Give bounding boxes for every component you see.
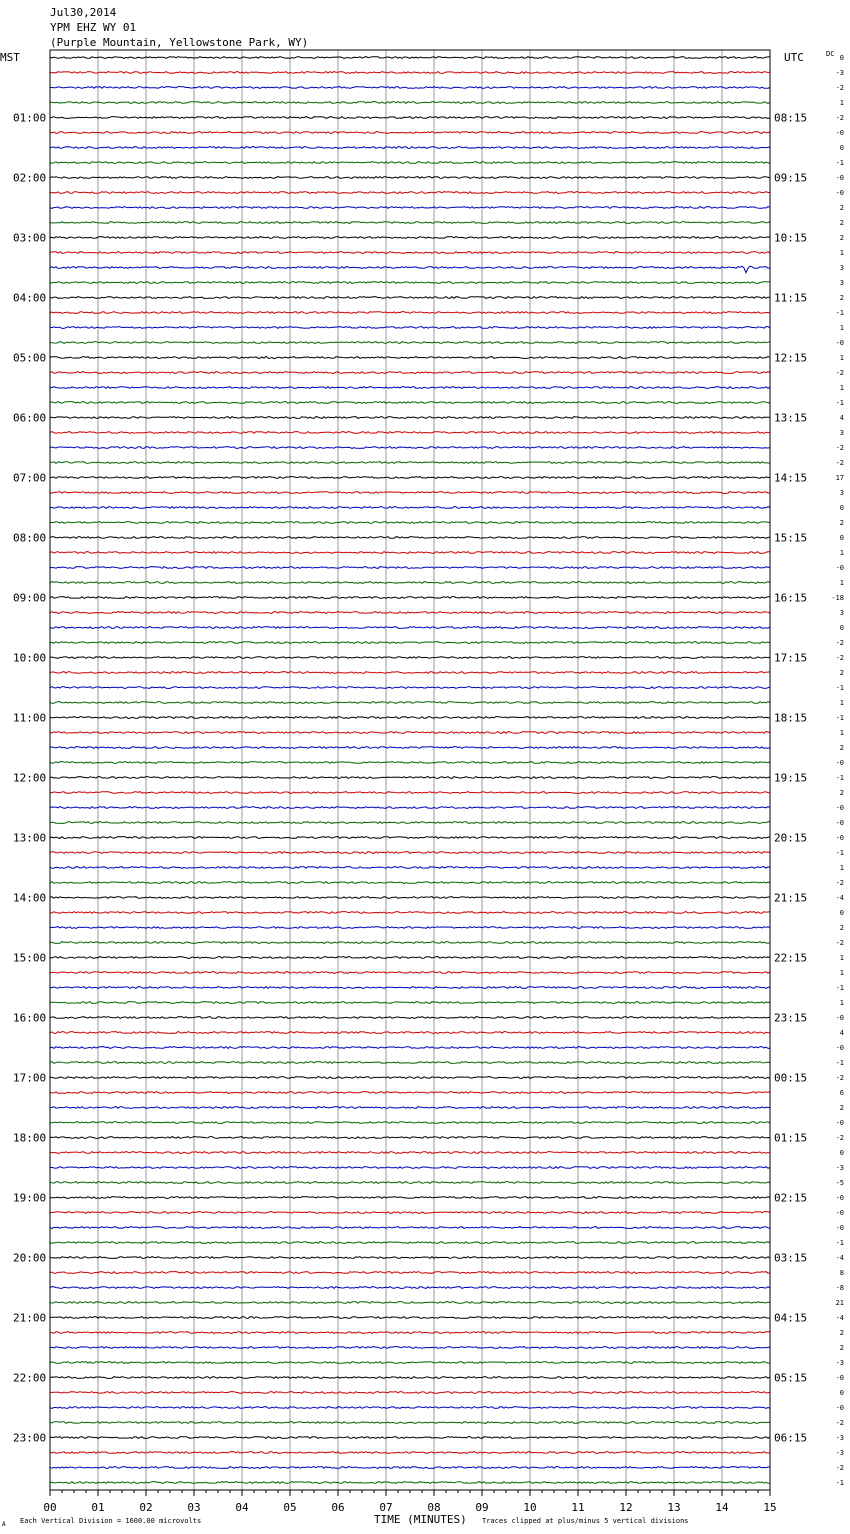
utc-hour-label: 20:15 xyxy=(774,831,808,845)
dc-offset-value: 2 xyxy=(839,1344,844,1352)
trace-line xyxy=(50,1227,770,1229)
dc-offset-value: -0 xyxy=(835,129,844,137)
utc-hour-label: 10:15 xyxy=(774,231,808,245)
dc-offset-value: 8 xyxy=(839,1269,844,1277)
utc-hour-label: 13:15 xyxy=(774,411,808,425)
x-tick-label: 05 xyxy=(283,1501,297,1514)
dc-offset-value: -18 xyxy=(831,594,844,602)
dc-offset-value: -0 xyxy=(835,189,844,197)
dc-offset-column xyxy=(831,54,844,1487)
trace-line xyxy=(50,87,770,89)
dc-offset-value: 1 xyxy=(839,864,844,872)
trace-line xyxy=(50,57,770,59)
dc-offset-value: -0 xyxy=(835,174,844,182)
trace-line xyxy=(50,837,770,839)
mst-hour-label: 22:00 xyxy=(13,1371,47,1385)
dc-offset-value: 1 xyxy=(839,384,844,392)
trace-line xyxy=(50,102,770,104)
dc-offset-value: -2 xyxy=(835,879,844,887)
utc-hour-label: 00:15 xyxy=(774,1071,808,1085)
utc-hour-label: 16:15 xyxy=(774,591,808,605)
x-tick-label: 07 xyxy=(379,1501,393,1514)
dc-offset-value: 1 xyxy=(839,699,844,707)
dc-offset-value: -2 xyxy=(835,654,844,662)
trace-line xyxy=(50,522,770,524)
trace-line xyxy=(50,1017,770,1019)
mst-hour-label: 05:00 xyxy=(13,351,47,365)
mst-hour-label: 06:00 xyxy=(13,411,47,425)
trace-line xyxy=(50,192,770,194)
x-tick-label: 08 xyxy=(427,1501,441,1514)
dc-offset-value: -0 xyxy=(835,834,844,842)
dc-offset-value: 1 xyxy=(839,354,844,362)
trace-line xyxy=(50,1332,770,1334)
dc-offset-value: -2 xyxy=(835,1419,844,1427)
dc-offset-value: -0 xyxy=(835,1374,844,1382)
trace-line xyxy=(50,1362,770,1364)
trace-line xyxy=(50,1107,770,1109)
dc-offset-value: -0 xyxy=(835,564,844,572)
utc-hour-label: 08:15 xyxy=(774,111,808,125)
dc-offset-value: 2 xyxy=(839,669,844,677)
trace-line xyxy=(50,1302,770,1304)
dc-offset-value: 1 xyxy=(839,969,844,977)
dc-offset-value: -0 xyxy=(835,1044,844,1052)
trace-line xyxy=(50,612,770,614)
dc-offset-value: 2 xyxy=(839,519,844,527)
trace-line xyxy=(50,717,770,719)
x-tick-label: 14 xyxy=(715,1501,729,1514)
dc-offset-value: -2 xyxy=(835,114,844,122)
dc-offset-value: 2 xyxy=(839,1329,844,1337)
trace-line xyxy=(50,927,770,929)
trace-line xyxy=(50,957,770,959)
x-tick-label: 15 xyxy=(763,1501,777,1514)
trace-line xyxy=(50,807,770,809)
x-tick-label: 11 xyxy=(571,1501,585,1514)
dc-offset-value: 2 xyxy=(839,234,844,242)
dc-offset-value: -0 xyxy=(835,1404,844,1412)
footer-scale-note: Each Vertical Division = 1600.00 microvolts xyxy=(20,1517,202,1525)
dc-offset-value: -1 xyxy=(835,714,844,722)
dc-offset-value: -5 xyxy=(835,1179,844,1187)
mst-hour-label: 18:00 xyxy=(13,1131,47,1145)
mst-hour-label: 16:00 xyxy=(13,1011,47,1025)
dc-offset-value: 4 xyxy=(839,414,844,422)
mst-hour-label: 19:00 xyxy=(13,1191,47,1205)
dc-offset-value: 3 xyxy=(839,609,844,617)
trace-line xyxy=(50,1092,770,1094)
trace-line xyxy=(50,702,770,704)
dc-offset-value: 1 xyxy=(839,954,844,962)
utc-hour-labels xyxy=(774,112,807,1445)
x-tick-label: 02 xyxy=(139,1501,153,1514)
x-axis xyxy=(43,1490,776,1514)
dc-offset-value: 1 xyxy=(839,999,844,1007)
utc-hour-label: 19:15 xyxy=(774,771,808,785)
trace-line xyxy=(50,1047,770,1049)
mst-hour-label: 17:00 xyxy=(13,1071,47,1085)
dc-offset-value: -0 xyxy=(835,1194,844,1202)
trace-rows xyxy=(50,57,770,1484)
dc-label: DC xyxy=(826,50,835,58)
trace-line xyxy=(50,1482,770,1484)
utc-hour-label: 18:15 xyxy=(774,711,808,725)
trace-line xyxy=(50,1317,770,1319)
trace-line xyxy=(50,432,770,434)
x-axis-title: TIME (MINUTES) xyxy=(374,1513,467,1526)
dc-offset-value: -4 xyxy=(835,1314,844,1322)
utc-hour-label: 03:15 xyxy=(774,1251,808,1265)
trace-line xyxy=(50,417,770,419)
utc-hour-label: 09:15 xyxy=(774,171,808,185)
mst-hour-label: 09:00 xyxy=(13,591,47,605)
dc-offset-value: 4 xyxy=(839,1029,844,1037)
trace-line xyxy=(50,492,770,494)
trace-line xyxy=(50,777,770,779)
trace-line xyxy=(50,1182,770,1184)
mst-hour-label: 03:00 xyxy=(13,231,47,245)
trace-line xyxy=(50,1062,770,1064)
trace-line xyxy=(50,1287,770,1289)
dc-offset-value: -0 xyxy=(835,1119,844,1127)
mst-hour-label: 02:00 xyxy=(13,171,47,185)
dc-offset-value: 2 xyxy=(839,924,844,932)
dc-offset-value: -2 xyxy=(835,84,844,92)
mst-hour-label: 15:00 xyxy=(13,951,47,965)
footer-clip-note: Traces clipped at plus/minus 5 vertical divisions xyxy=(482,1517,689,1525)
trace-line xyxy=(50,552,770,554)
location-label: (Purple Mountain, Yellowstone Park, WY) xyxy=(50,36,309,49)
x-tick-label: 10 xyxy=(523,1501,537,1514)
trace-line xyxy=(50,312,770,314)
trace-line xyxy=(50,297,770,299)
dc-offset-value: 0 xyxy=(839,54,844,62)
trace-line xyxy=(50,132,770,134)
dc-offset-value: -1 xyxy=(835,1239,844,1247)
trace-line xyxy=(50,1407,770,1409)
dc-offset-value: 0 xyxy=(839,1389,844,1397)
dc-offset-value: 1 xyxy=(839,99,844,107)
trace-line xyxy=(50,597,770,599)
dc-offset-value: 0 xyxy=(839,534,844,542)
mst-hour-label: 07:00 xyxy=(13,471,47,485)
trace-line xyxy=(50,537,770,539)
dc-offset-value: 1 xyxy=(839,549,844,557)
dc-offset-value: 3 xyxy=(839,264,844,272)
plot-frame xyxy=(50,50,770,1490)
dc-offset-value: -0 xyxy=(835,759,844,767)
dc-offset-value: -2 xyxy=(835,939,844,947)
trace-line xyxy=(50,642,770,644)
dc-offset-value: -2 xyxy=(835,1074,844,1082)
trace-line xyxy=(50,1467,770,1469)
time-grid xyxy=(98,50,722,1490)
utc-hour-label: 06:15 xyxy=(774,1431,808,1445)
dc-offset-value: 2 xyxy=(839,744,844,752)
mst-hour-label: 08:00 xyxy=(13,531,47,545)
trace-line xyxy=(50,147,770,149)
x-tick-label: 06 xyxy=(331,1501,345,1514)
dc-offset-value: -3 xyxy=(835,69,844,77)
trace-line xyxy=(50,852,770,854)
utc-hour-label: 12:15 xyxy=(774,351,808,365)
trace-line xyxy=(50,162,770,164)
dc-offset-value: -0 xyxy=(835,1224,844,1232)
dc-offset-value: 2 xyxy=(839,1104,844,1112)
trace-line xyxy=(50,402,770,404)
trace-line xyxy=(50,882,770,884)
dc-offset-value: 1 xyxy=(839,249,844,257)
mst-hour-label: 01:00 xyxy=(13,111,47,125)
dc-offset-value: -2 xyxy=(835,1464,844,1472)
dc-offset-value: 0 xyxy=(839,909,844,917)
dc-offset-value: -1 xyxy=(835,984,844,992)
dc-offset-value: -2 xyxy=(835,444,844,452)
mst-hour-label: 23:00 xyxy=(13,1431,47,1445)
dc-offset-value: 1 xyxy=(839,729,844,737)
trace-line xyxy=(50,912,770,914)
dc-offset-value: 21 xyxy=(835,1299,844,1307)
trace-line xyxy=(50,72,770,74)
trace-line xyxy=(50,1392,770,1394)
trace-line xyxy=(50,732,770,734)
trace-line xyxy=(50,237,770,239)
dc-offset-value: -1 xyxy=(835,309,844,317)
x-tick-label: 04 xyxy=(235,1501,249,1514)
dc-offset-value: 1 xyxy=(839,324,844,332)
dc-offset-value: 0 xyxy=(839,144,844,152)
dc-offset-value: -1 xyxy=(835,774,844,782)
dc-offset-value: -2 xyxy=(835,1134,844,1142)
dc-offset-value: -3 xyxy=(835,1164,844,1172)
dc-offset-value: 3 xyxy=(839,429,844,437)
trace-line xyxy=(50,1137,770,1139)
trace-line xyxy=(50,462,770,464)
trace-line xyxy=(50,356,770,359)
trace-line xyxy=(50,672,770,674)
utc-hour-label: 04:15 xyxy=(774,1311,808,1325)
dc-offset-value: -1 xyxy=(835,684,844,692)
dc-offset-value: 3 xyxy=(839,279,844,287)
mst-hour-label: 12:00 xyxy=(13,771,47,785)
dc-offset-value: -2 xyxy=(835,639,844,647)
dc-offset-value: -0 xyxy=(835,1014,844,1022)
trace-line xyxy=(50,507,770,509)
mst-hour-label: 21:00 xyxy=(13,1311,47,1325)
utc-hour-label: 14:15 xyxy=(774,471,808,485)
dc-offset-value: 0 xyxy=(839,624,844,632)
trace-line xyxy=(50,222,770,224)
dc-offset-value: -4 xyxy=(835,894,844,902)
x-tick-label: 09 xyxy=(475,1501,489,1514)
trace-line xyxy=(50,1122,770,1124)
trace-line xyxy=(50,447,770,449)
trace-line xyxy=(50,987,770,989)
trace-line xyxy=(50,942,770,944)
utc-hour-label: 15:15 xyxy=(774,531,808,545)
trace-line xyxy=(50,282,770,284)
dc-offset-value: -3 xyxy=(835,1449,844,1457)
trace-line xyxy=(50,1377,770,1379)
mst-hour-labels xyxy=(13,112,46,1445)
trace-line xyxy=(50,747,770,749)
trace-line xyxy=(50,387,770,389)
dc-offset-value: 0 xyxy=(839,1149,844,1157)
mst-hour-label: 13:00 xyxy=(13,831,47,845)
dc-offset-value: 2 xyxy=(839,294,844,302)
dc-offset-value: -3 xyxy=(835,1434,844,1442)
trace-line xyxy=(50,762,770,764)
x-tick-label: 13 xyxy=(667,1501,681,1514)
dc-offset-value: 17 xyxy=(835,474,844,482)
date-label: Jul30,2014 xyxy=(50,6,117,19)
corner-mark: A xyxy=(2,1521,6,1528)
x-tick-label: 00 xyxy=(43,1501,57,1514)
dc-offset-value: -0 xyxy=(835,1209,844,1217)
mst-hour-label: 11:00 xyxy=(13,711,47,725)
trace-line xyxy=(50,1152,770,1154)
dc-offset-value: -0 xyxy=(835,339,844,347)
x-tick-label: 01 xyxy=(91,1501,105,1514)
dc-offset-value: -8 xyxy=(835,1284,844,1292)
utc-hour-label: 22:15 xyxy=(774,951,808,965)
utc-hour-label: 01:15 xyxy=(774,1131,808,1145)
right-timezone-label: UTC xyxy=(784,51,804,64)
dc-offset-value: 2 xyxy=(839,789,844,797)
trace-line xyxy=(50,266,770,273)
dc-offset-value: -1 xyxy=(835,1059,844,1067)
trace-line xyxy=(50,1347,770,1349)
mst-hour-label: 14:00 xyxy=(13,891,47,905)
dc-offset-value: -0 xyxy=(835,819,844,827)
dc-offset-value: 3 xyxy=(839,489,844,497)
utc-hour-label: 23:15 xyxy=(774,1011,808,1025)
dc-offset-value: -2 xyxy=(835,459,844,467)
dc-offset-value: 0 xyxy=(839,504,844,512)
trace-line xyxy=(50,252,770,254)
dc-offset-value: 2 xyxy=(839,219,844,227)
trace-line xyxy=(50,657,770,659)
mst-hour-label: 04:00 xyxy=(13,291,47,305)
dc-offset-value: 1 xyxy=(839,579,844,587)
dc-offset-value: -1 xyxy=(835,159,844,167)
mst-hour-label: 20:00 xyxy=(13,1251,47,1265)
trace-line xyxy=(50,327,770,329)
utc-hour-label: 05:15 xyxy=(774,1371,808,1385)
dc-offset-value: -4 xyxy=(835,1254,844,1262)
dc-offset-value: -3 xyxy=(835,1359,844,1367)
trace-line xyxy=(50,207,770,209)
trace-line xyxy=(50,1167,770,1169)
trace-line xyxy=(50,627,770,629)
trace-line xyxy=(50,1002,770,1004)
trace-line xyxy=(50,867,770,869)
trace-line xyxy=(50,1242,770,1244)
trace-line xyxy=(50,822,770,824)
trace-line xyxy=(50,1197,770,1199)
trace-line xyxy=(50,372,770,374)
utc-hour-label: 17:15 xyxy=(774,651,808,665)
trace-line xyxy=(50,567,770,569)
trace-line xyxy=(50,342,770,344)
trace-line xyxy=(50,1257,770,1259)
trace-line xyxy=(50,1452,770,1454)
trace-line xyxy=(50,477,770,479)
x-tick-label: 12 xyxy=(619,1501,633,1514)
left-timezone-label: MST xyxy=(0,51,20,64)
trace-line xyxy=(50,687,770,689)
trace-line xyxy=(50,1437,770,1439)
dc-offset-value: -0 xyxy=(835,804,844,812)
dc-offset-value: -1 xyxy=(835,849,844,857)
dc-offset-value: -2 xyxy=(835,369,844,377)
trace-line xyxy=(50,1077,770,1079)
dc-offset-value: 6 xyxy=(839,1089,844,1097)
trace-line xyxy=(50,1212,770,1214)
trace-line xyxy=(50,1422,770,1424)
trace-line xyxy=(50,1272,770,1274)
utc-hour-label: 02:15 xyxy=(774,1191,808,1205)
dc-offset-value: 2 xyxy=(839,204,844,212)
utc-hour-label: 11:15 xyxy=(774,291,808,305)
station-label: YPM EHZ WY 01 xyxy=(50,21,137,34)
x-tick-label: 03 xyxy=(187,1501,201,1514)
dc-offset-value: -1 xyxy=(835,1479,844,1487)
trace-line xyxy=(50,117,770,119)
mst-hour-label: 10:00 xyxy=(13,651,47,665)
trace-line xyxy=(50,177,770,179)
trace-line xyxy=(50,1032,770,1034)
trace-line xyxy=(50,897,770,899)
trace-line xyxy=(50,972,770,974)
dc-offset-value: -1 xyxy=(835,399,844,407)
utc-hour-label: 21:15 xyxy=(774,891,808,905)
trace-line xyxy=(50,582,770,584)
trace-line xyxy=(50,792,770,794)
